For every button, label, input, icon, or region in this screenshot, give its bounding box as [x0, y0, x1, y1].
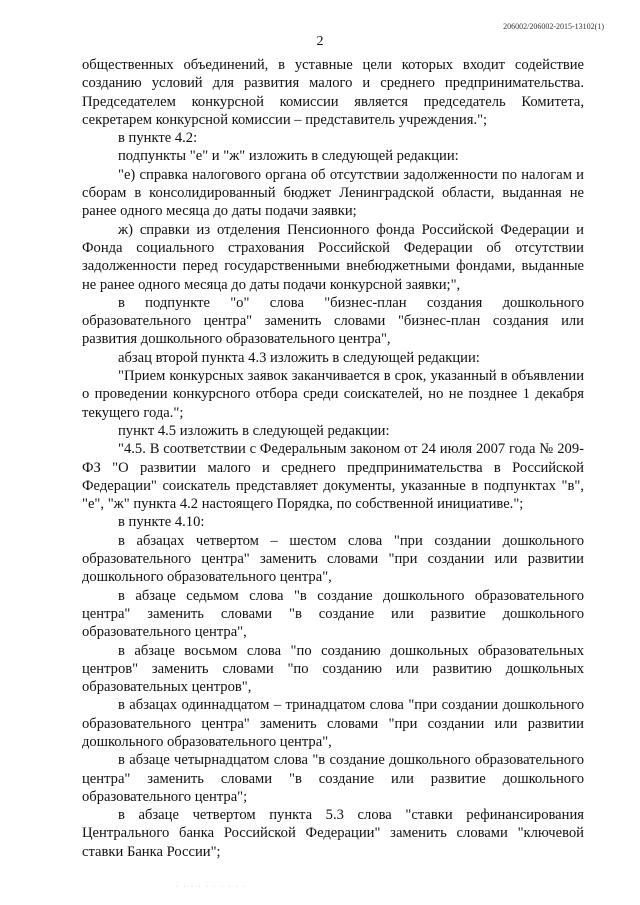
paragraph: в абзацах одиннадцатом – тринадцатом слова "при создании дошкольного образовательного центра" заменить словами "при создании или развитии дошкольного образовательного центра", — [82, 697, 584, 750]
paragraph: в абзаце седьмом слова "в создание дошкольного образовательного центра" заменить словами "в создание или развитие дошкольного образовательного центра", — [82, 587, 584, 641]
paragraph: пункт 4.5 изложить в следующей редакции: — [118, 422, 390, 439]
paragraph: "4.5. В соответствии с Федеральным законом от 24 июля 2007 года № 209-ФЗ "О развитии малого и среднего предпринимательства в Российской Федерации" соискатель представляет документы, указанные в подпунктах "в", "е", "ж" пункта 4.2 настоящего Порядка, по собственной инициативе."; — [82, 441, 584, 513]
paragraph: в подпункте "о" слова "бизнес-план создания дошкольного образовательного центра" заменить словами "бизнес-план создания или развития дошкольного образовательного центра", — [82, 294, 584, 348]
paragraph: "е) справка налогового органа об отсутствии задолженности по налогам и сборам в консолидированный бюджет Ленинградской области, выданная не ранее одного месяца до даты подачи заявки; — [82, 166, 584, 220]
paragraph: "Прием конкурсных заявок заканчивается в срок, указанный в объявлении о проведении конкурсного отбора среди соискателей, но не позднее 1 декабря текущего года."; — [82, 368, 584, 421]
paragraph: в абзаце восьмом слова "по созданию дошкольных образовательных центров" заменить словами "по созданию или развитию дошкольных образовательных центров", — [82, 642, 584, 696]
document-id: 206002/206002-2015-13102(1) — [503, 22, 604, 31]
paragraph: абзац второй пункта 4.3 изложить в следующей редакции: — [118, 349, 480, 366]
paragraph: общественных объединений, в уставные цели которых входит содействие созданию условий для развития малого и среднего предпринимательства. Председателем конкурсной комиссии является председатель Комитета, секретарем конкурсной комиссии – представитель учреждения."; — [82, 57, 584, 128]
page-number: 2 — [316, 34, 324, 49]
paragraph: в абзаце четырнадцатом слова "в создание дошкольного образовательного центра" заменить словами "в создание или развитие дошкольного образовательного центра"; — [82, 752, 584, 805]
paragraph: в абзаце четвертом пункта 5.3 слова "ставки рефинансирования Центрального банка Российской Федерации" заменить словами "ключевой ставки Банка России"; — [82, 807, 584, 860]
scan-artifact: · · · · · · · · · · — [176, 884, 248, 890]
document-body — [82, 56, 584, 861]
paragraph: в пункте 4.10: — [118, 514, 205, 531]
paragraph: в пункте 4.2: — [118, 130, 198, 147]
paragraph: ж) справки из отделения Пенсионного фонда Российской Федерации и Фонда социального страхования Российской Федерации об отсутствии задолженности перед государственными внебюджетными фондами, выданные не ранее одного месяца до даты подачи конкурсной заявки;", — [82, 221, 584, 293]
paragraph: подпункты "е" и "ж" изложить в следующей редакции: — [118, 148, 459, 165]
paragraph: в абзацах четвертом – шестом слова "при создании дошкольного образовательного центра" заменить словами "при создании или развитии дошкольного образовательного центра", — [82, 532, 584, 586]
